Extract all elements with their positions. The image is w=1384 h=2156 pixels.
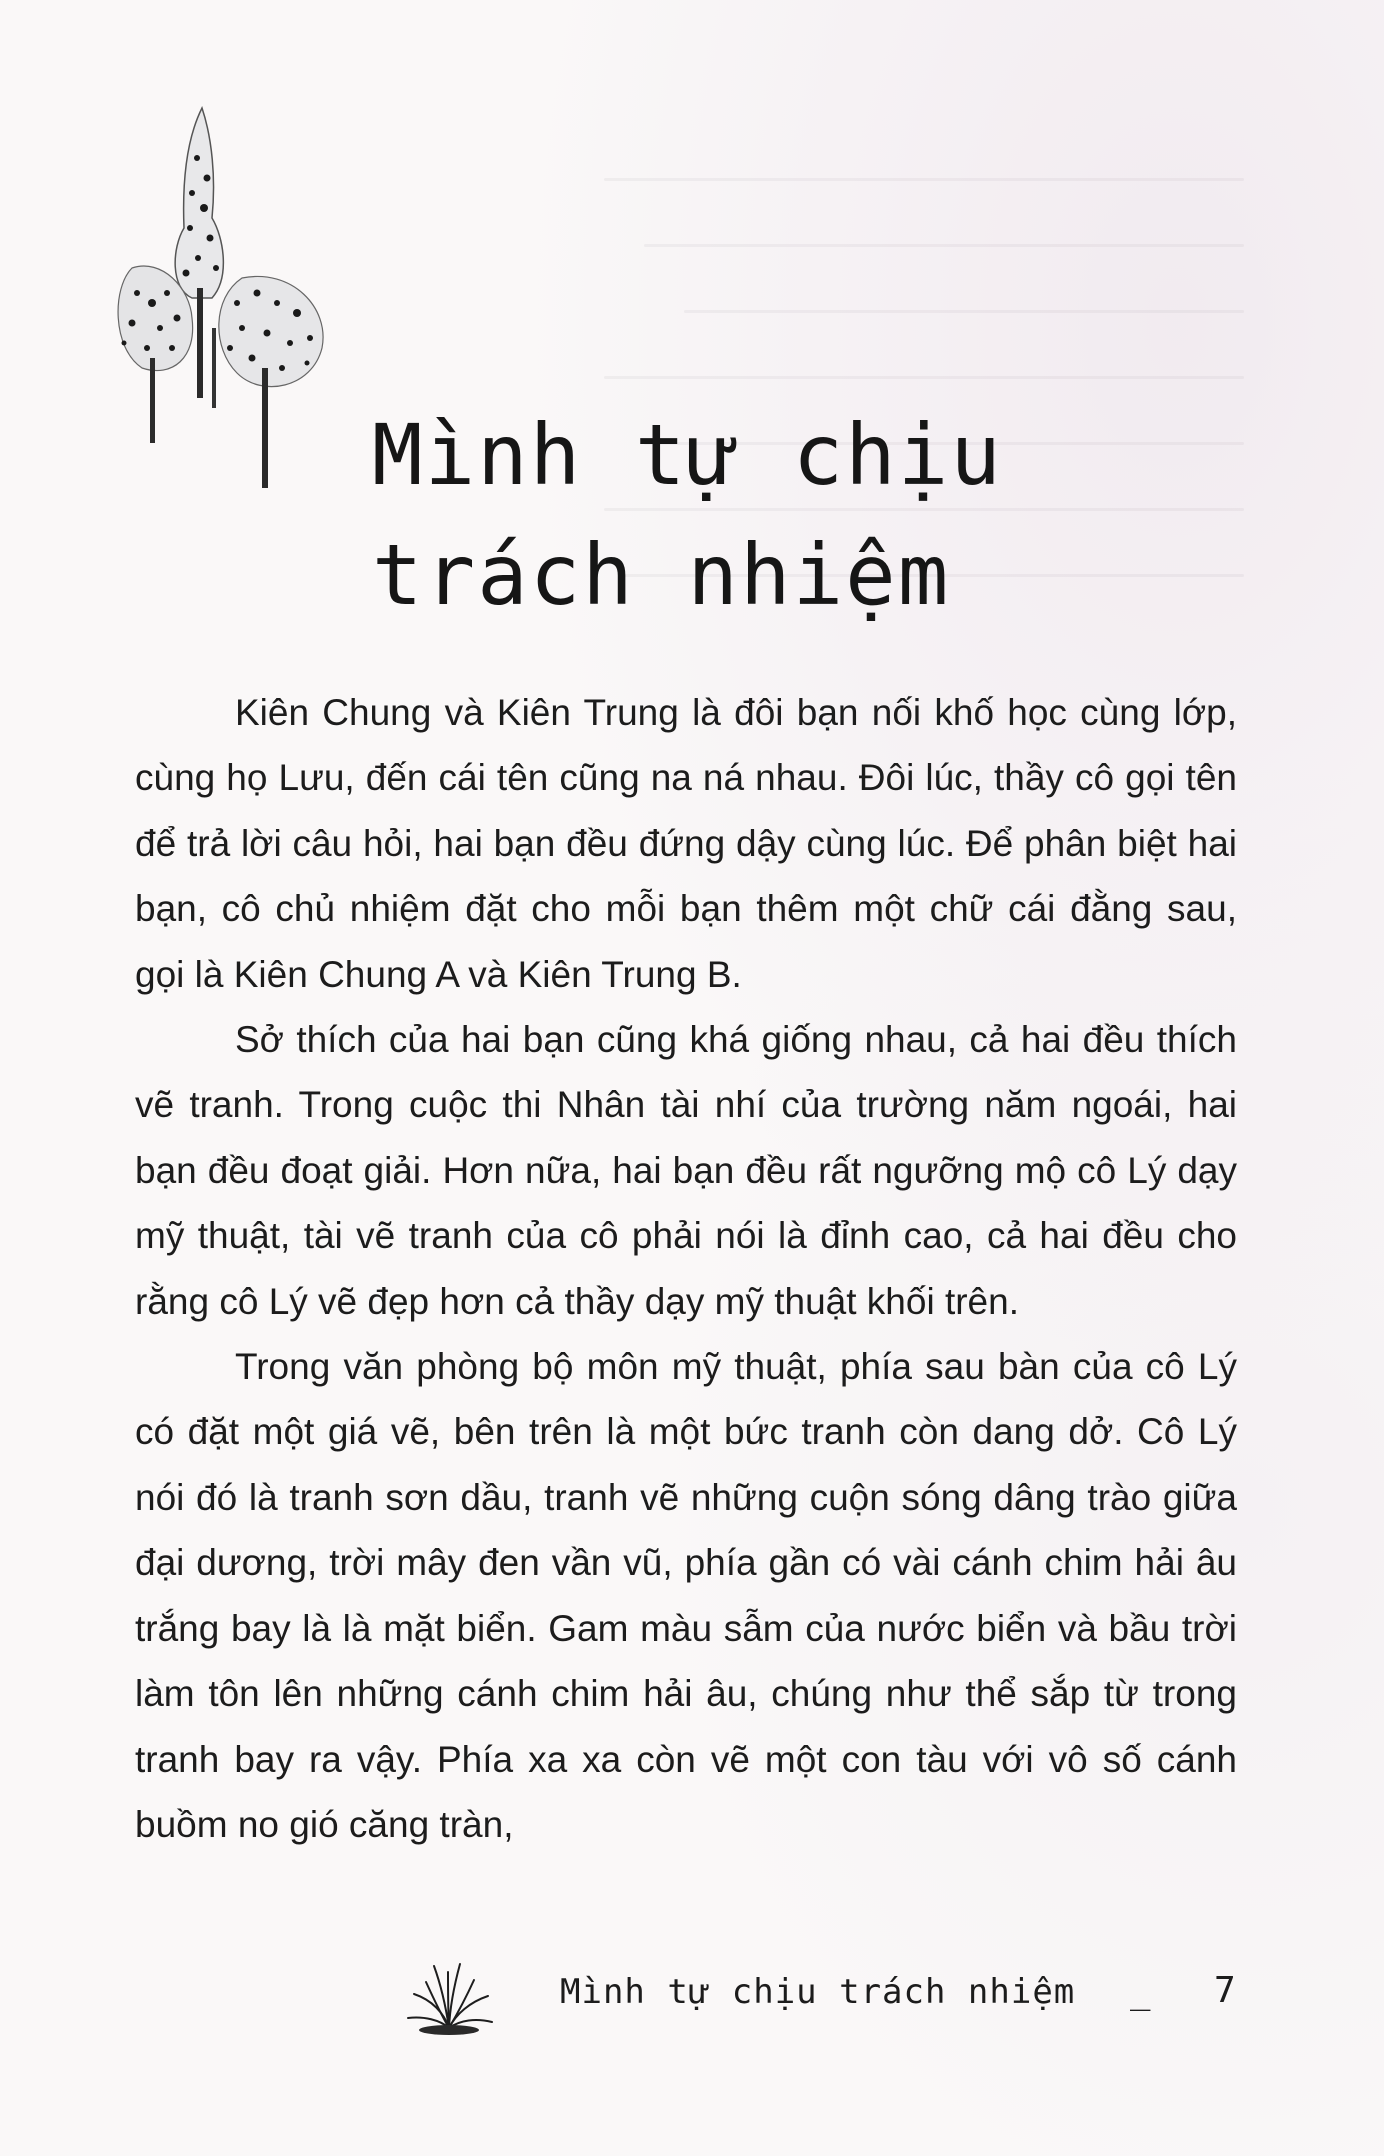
page-number: 7	[1214, 1970, 1236, 2011]
grass-tuft-icon	[404, 1958, 494, 2038]
show-through-line	[604, 178, 1244, 181]
paragraph: Sở thích của hai bạn cũng khá giống nhau, cả hai đều thích vẽ tranh. Trong cuộc thi Nhân tài nhí của trường năm ngoái, hai bạn đều đoạt giải. Hơn nữa, hai bạn đều rất ngưỡng mộ cô Lý dạy mỹ thuật, tài vẽ tranh của cô phải nói là đỉnh cao, cả hai đều cho rằng cô Lý vẽ đẹp hơn cả thầy dạy mỹ thuật khối trên.	[135, 1019, 1237, 1322]
paragraph: Trong văn phòng bộ môn mỹ thuật, phía sau bàn của cô Lý có đặt một giá vẽ, bên trên là một bức tranh còn dang dở. Cô Lý nói đó là tranh sơn dầu, tranh vẽ những cuộn sóng dâng trào giữa đại dương, trời mây đen vần vũ, phía gần có vài cánh chim hải âu trắng bay là là mặt biển. Gam màu sẫm của nước biển và bầu trời làm tôn lên những cánh chim hải âu, chúng như thể sắp từ trong tranh bay ra vậy. Phía xa xa còn vẽ một con tàu với vô số cánh buồm no gió căng tràn,	[135, 1346, 1237, 1845]
chapter-title-line-1: Mình tự chịu	[372, 406, 1003, 504]
show-through-line	[644, 244, 1244, 247]
ink-trees-icon	[112, 98, 352, 518]
chapter-title-line-2: trách nhiệm	[372, 526, 951, 624]
running-title: Mình tự chịu trách nhiệm	[560, 1972, 1076, 2012]
footer-separator: _	[1130, 1972, 1151, 2012]
show-through-line	[684, 310, 1244, 313]
show-through-line	[604, 376, 1244, 379]
paragraph: Kiên Chung và Kiên Trung là đôi bạn nối khố học cùng lớp, cùng họ Lưu, đến cái tên cũng na ná nhau. Đôi lúc, thầy cô gọi tên để trả lời câu hỏi, hai bạn đều đứng dậy cùng lúc. Để phân biệt hai bạn, cô chủ nhiệm đặt cho mỗi bạn thêm một chữ cái đằng sau, gọi là Kiên Chung A và Kiên Trung B.	[135, 692, 1237, 995]
chapter-title	[372, 395, 1092, 635]
body-text	[135, 680, 1237, 1857]
